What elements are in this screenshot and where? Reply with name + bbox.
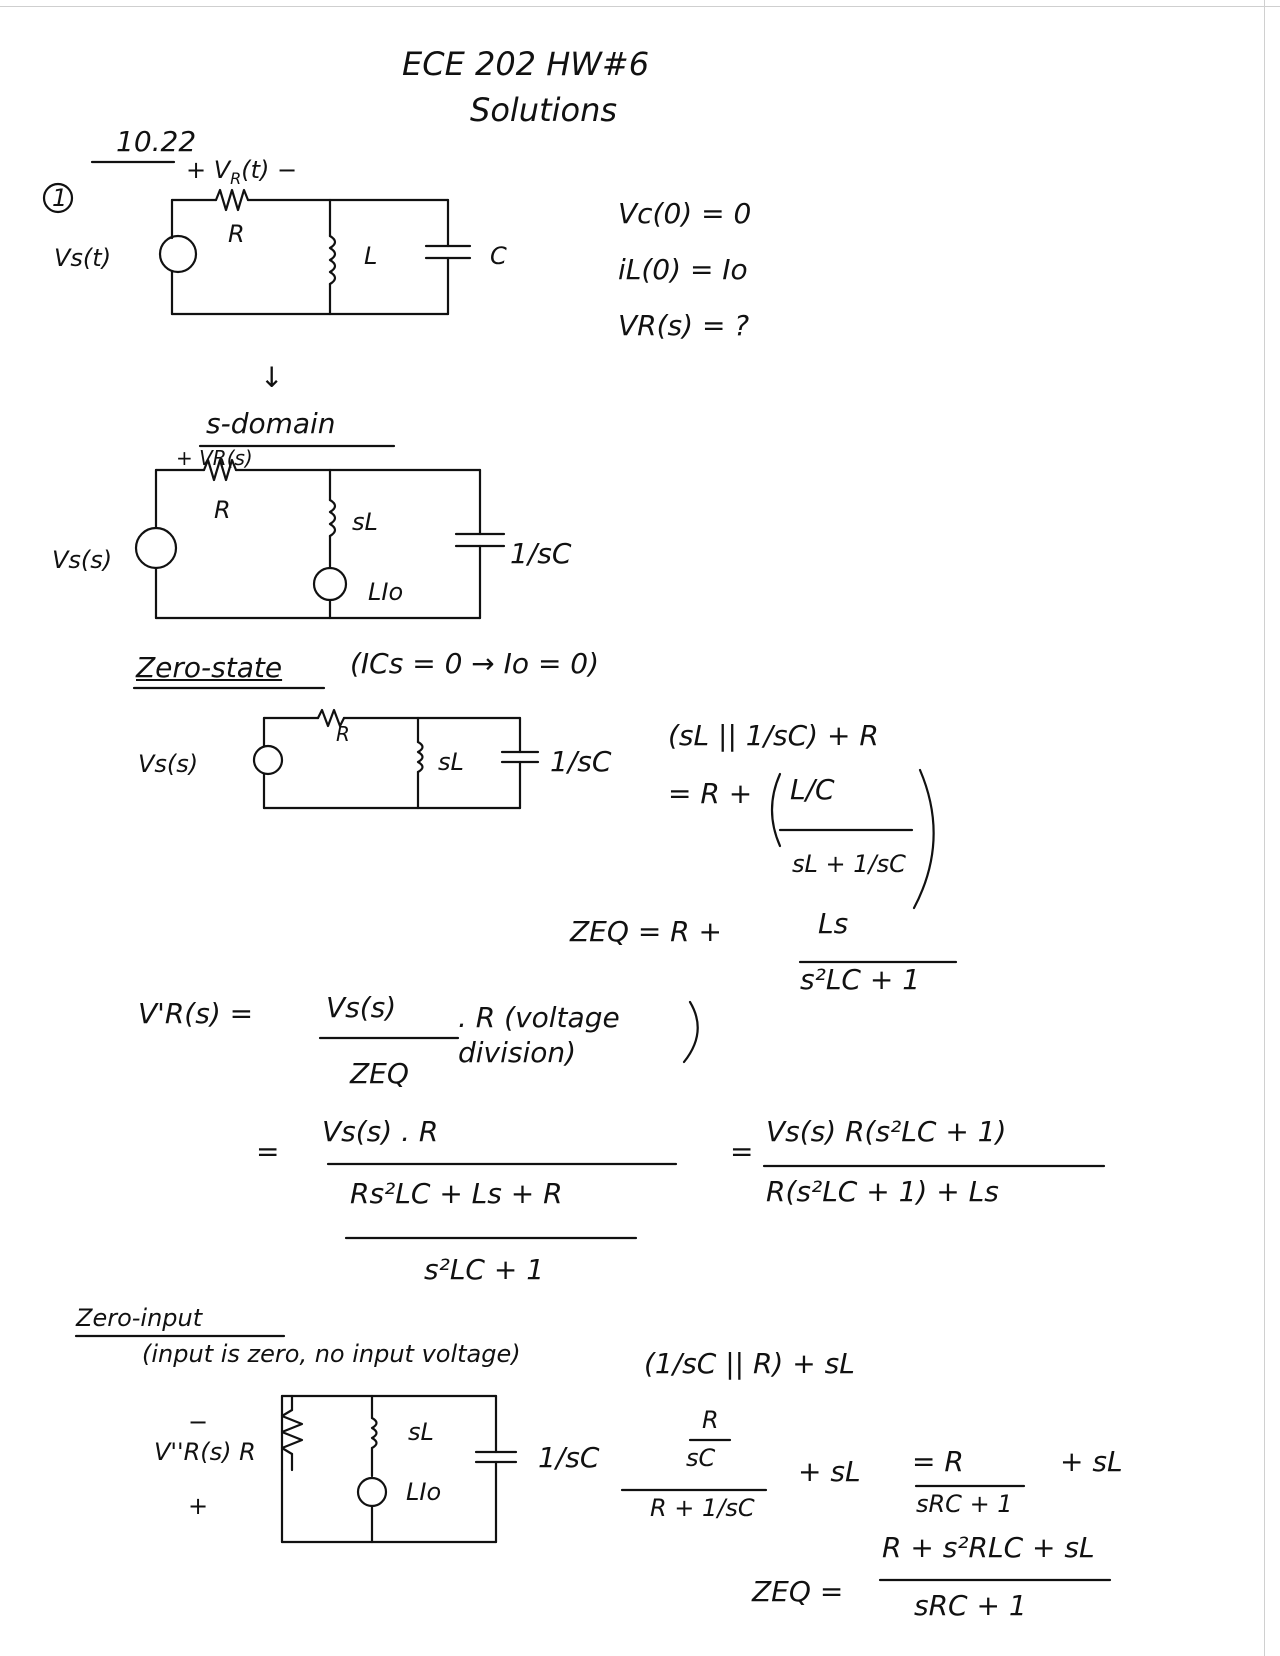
zi-eq-r-den: sRC + 1 [916, 1490, 1013, 1518]
condition-il: iL(0) = Io [618, 253, 748, 286]
sl-label-3: sL [438, 748, 464, 776]
zs-eq2-den: sL + 1/sC [792, 850, 906, 878]
step-equals: = [256, 1135, 280, 1168]
vr1-tail: . R (voltage division) [458, 1001, 620, 1069]
final-equals: = [730, 1135, 754, 1168]
zi-sl-label: sL [408, 1418, 434, 1446]
vr1-close-paren [684, 1002, 698, 1062]
resistor-label-1: R [228, 220, 245, 248]
zeq-den-1: s²LC + 1 [800, 963, 921, 996]
vr-label-1: + $V_R(t)$ − [186, 156, 298, 188]
zi-lio-label: LIo [406, 1478, 442, 1506]
zs-eq2-lhs: = R + [668, 777, 753, 810]
step-den1: Rs²LC + Ls + R [350, 1177, 563, 1210]
resistor-label-2: R [214, 496, 231, 524]
zi-zeq-den: sRC + 1 [914, 1589, 1027, 1622]
vr1-lhs: V'R(s) = [138, 997, 254, 1030]
page-subtitle: Solutions [470, 91, 618, 129]
vr-label-2: + VR(s) [176, 446, 253, 470]
source-label-3: Vs(s) [138, 750, 199, 778]
zi-plus-sl2: + sL [1060, 1445, 1123, 1478]
down-arrow: ↓ [260, 361, 284, 394]
lio-label-2: LIo [368, 578, 404, 606]
zi-zeq-lhs: ZEQ = [752, 1575, 844, 1608]
current-source-2 [314, 568, 346, 600]
problem-circle-label: 1 [52, 184, 68, 212]
resistor-label-3: R [336, 722, 350, 746]
voltage-source-3 [254, 746, 282, 774]
zi-frac-num-bot: sC [686, 1444, 716, 1472]
zeq-lhs-1: ZEQ = R + [570, 915, 722, 948]
zi-frac-den: R + 1/sC [650, 1494, 755, 1522]
current-source-4 [358, 1478, 386, 1506]
zi-vr-label: V''R(s) R [154, 1438, 256, 1466]
zs-eq1: (sL || 1/sC) + R [668, 719, 879, 752]
zi-minus: − [188, 1408, 209, 1436]
problem-number: 10.22 [116, 125, 197, 158]
capacitor-label-1: C [490, 242, 507, 270]
sdomain-heading: s-domain [206, 407, 336, 440]
zi-eq1: (1/sC || R) + sL [644, 1347, 855, 1380]
condition-vr: VR(s) = ? [618, 309, 750, 342]
eq2-open-paren [772, 774, 780, 846]
zi-eq-r: = R [912, 1445, 964, 1478]
circuit-2 [136, 460, 504, 618]
cap-label-2: 1/sC [510, 537, 572, 570]
zi-frac-num-top: R [702, 1406, 719, 1434]
step-num: Vs(s) . R [322, 1115, 439, 1148]
circuit-3 [254, 710, 538, 808]
zs-eq2-num: L/C [790, 773, 835, 806]
voltage-source-2 [136, 528, 176, 568]
circuit-1 [160, 190, 470, 314]
vr1-num: Vs(s) [326, 991, 397, 1024]
source-label-2: Vs(s) [52, 546, 113, 574]
voltage-source-1 [160, 236, 196, 272]
problem-circle [44, 184, 72, 212]
page-title: ECE 202 HW#6 [402, 45, 650, 83]
zeq-num-1: Ls [818, 907, 849, 940]
zi-zeq-num: R + s²RLC + sL [882, 1531, 1095, 1564]
zero-state-note: (ICs = 0 → Io = 0) [350, 647, 600, 680]
cap-label-3: 1/sC [550, 745, 612, 778]
inductor-label-1: L [364, 242, 378, 270]
zero-input-heading: Zero-input [76, 1304, 203, 1332]
final-den: R(s²LC + 1) + Ls [766, 1175, 999, 1208]
zi-plus: + [188, 1492, 209, 1520]
sl-label-2: sL [352, 508, 378, 536]
source-label-1: Vs(t) [54, 244, 112, 272]
zi-cap-label: 1/sC [538, 1441, 600, 1474]
step-den2: s²LC + 1 [424, 1253, 545, 1286]
eq2-close-paren [914, 770, 934, 908]
zi-plus-sl: + sL [798, 1455, 861, 1488]
circuit-4 [282, 1396, 516, 1542]
vr1-den: ZEQ [350, 1057, 409, 1090]
zero-state-heading: Zero-state [136, 651, 283, 684]
zero-input-note: (input is zero, no input voltage) [142, 1340, 521, 1368]
final-num: Vs(s) R(s²LC + 1) [766, 1115, 1007, 1148]
condition-vc: Vc(0) = 0 [618, 197, 752, 230]
